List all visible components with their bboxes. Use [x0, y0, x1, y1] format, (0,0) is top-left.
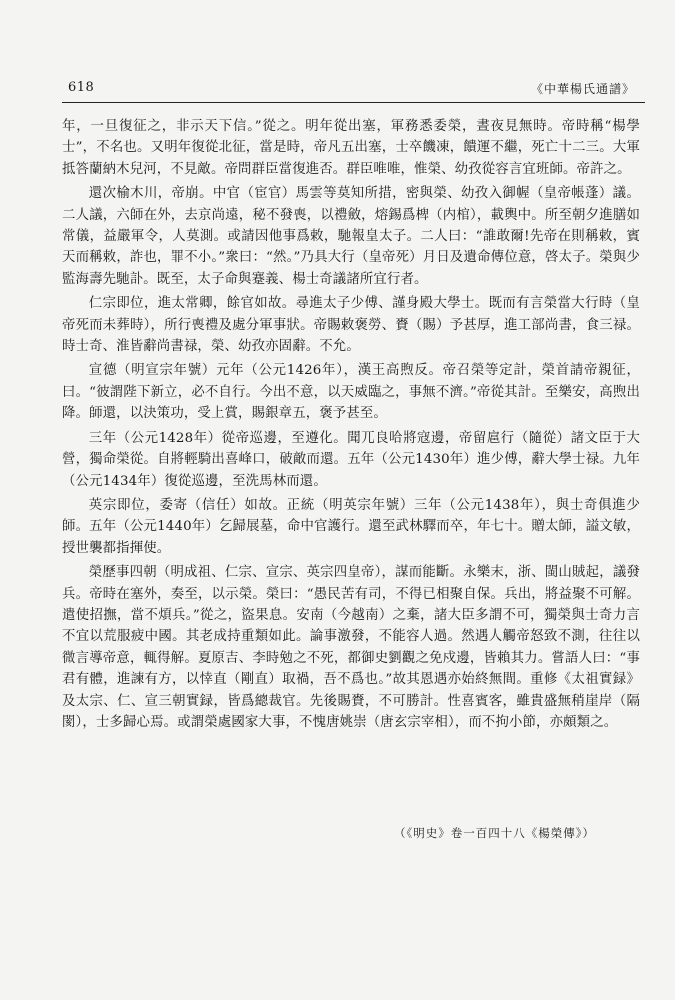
source-citation: （《明史》卷一百四十八《楊榮傳》） — [394, 826, 595, 840]
header-rule — [62, 102, 645, 103]
paragraph: 仁宗即位，進太常卿，餘官如故。尋進太子少傅、謹身殿大學士。既而有言榮當大行時（皇帝死而未葬時），所行喪禮及處分軍事狀。帝賜敕褒勞、賚（賜）予甚厚，進工部尚書，食三禄。時士奇、淮皆辭尚書禄，榮、幼孜亦固辭。不允。 — [62, 296, 640, 355]
body-text — [62, 116, 640, 736]
page-number: 618 — [68, 80, 95, 95]
paragraph: 還次榆木川，帝崩。中官（宦官）馬雲等莫知所措，密與榮、幼孜入御幄（皇帝帳蓬）議。二人議，六師在外，去京尚遠，秘不發喪，以禮斂，熔錫爲椑（内棺），載輿中。所至朝夕進膳如常儀，益嚴軍令，人莫測。或請因他事爲敕，馳報皇太子。二人曰：“誰敢爾!先帝在則稱敕，賓天而稱敕，詐也，罪不小。”衆曰：“然。”乃具大行（皇帝死）月日及遺命傳位意，啓太子。榮與少監海壽先馳訃。既至，太子命與蹇義、楊士奇議諸所宜行者。 — [62, 186, 640, 287]
paragraph: 英宗即位，委寄（信任）如故。正統（明英宗年號）三年（公元1438年），與士奇俱進少師。五年（公元1440年）乞歸展墓，命中官護行。還至武林驛而卒，年七十。贈太師，謚文敏，授世襲都指揮使。 — [62, 497, 640, 556]
paragraph: 榮歷事四朝（明成祖、仁宗、宣宗、英宗四皇帝），謀而能斷。永樂末，浙、閩山賊起，議發兵。帝時在塞外，奏至，以示榮。榮曰：“愚民苦有司，不得已相聚自保。兵出，將益聚不可解。遣使招撫，當不煩兵。”從之，盜果息。安南（今越南）之棄，諸大臣多謂不可，獨榮與士奇力言不宜以荒服疲中國。其老成持重類如此。論事激發，不能容人過。然遇人觸帝怒致不測，往往以微言導帝意，輒得解。夏原吉、李時勉之不死，都御史劉觀之免戍邊，皆賴其力。嘗語人曰：“事君有體，進諫有方，以悻直（剛直）取禍，吾不爲也。”故其恩遇亦始終無間。重修《太祖實録》及太宗、仁、宣三朝實録，皆爲總裁官。先後賜賚，不可勝計。性喜賓客，雖貴盛無稍崖岸（隔閡），士多歸心焉。或謂榮處國家大事，不愧唐姚崇（唐玄宗宰相），而不拘小節，亦頗類之。 — [62, 565, 640, 730]
running-header: 《中華楊氏通譜》 — [530, 82, 635, 96]
paragraph: 年，一旦復征之，非示天下信。”從之。明年從出塞，軍務悉委榮，晝夜見無時。帝時稱“楊學士”，不名也。又明年復從北征，當是時，帝凡五出塞，士卒饑凍，饋運不繼，死亡十二三。大軍抵答蘭納木兒河，不見敵。帝問群臣當復進否。群臣唯唯，惟榮、幼孜從容言宜班師。帝許之。 — [62, 119, 640, 177]
paragraph: 宣德（明宣宗年號）元年（公元1426年），漢王高煦反。帝召榮等定計，榮首請帝親征，曰。“彼謂陛下新立，必不自行。今出不意，以天威臨之，事無不濟。”帝從其計。至樂安，高煦出降。師還，以決策功，受上賞，賜銀章五，褒予甚至。 — [62, 363, 640, 422]
paragraph: 三年（公元1428年）從帝巡邊，至遵化。聞兀良哈將寇邊，帝留扈行（隨從）諸文臣于大營，獨命榮從。自將輕騎出喜峰口，破敵而還。五年（公元1430年）進少傅，辭大學士禄。九年（公元1434年）復從巡邊，至洗馬林而還。 — [62, 430, 640, 489]
